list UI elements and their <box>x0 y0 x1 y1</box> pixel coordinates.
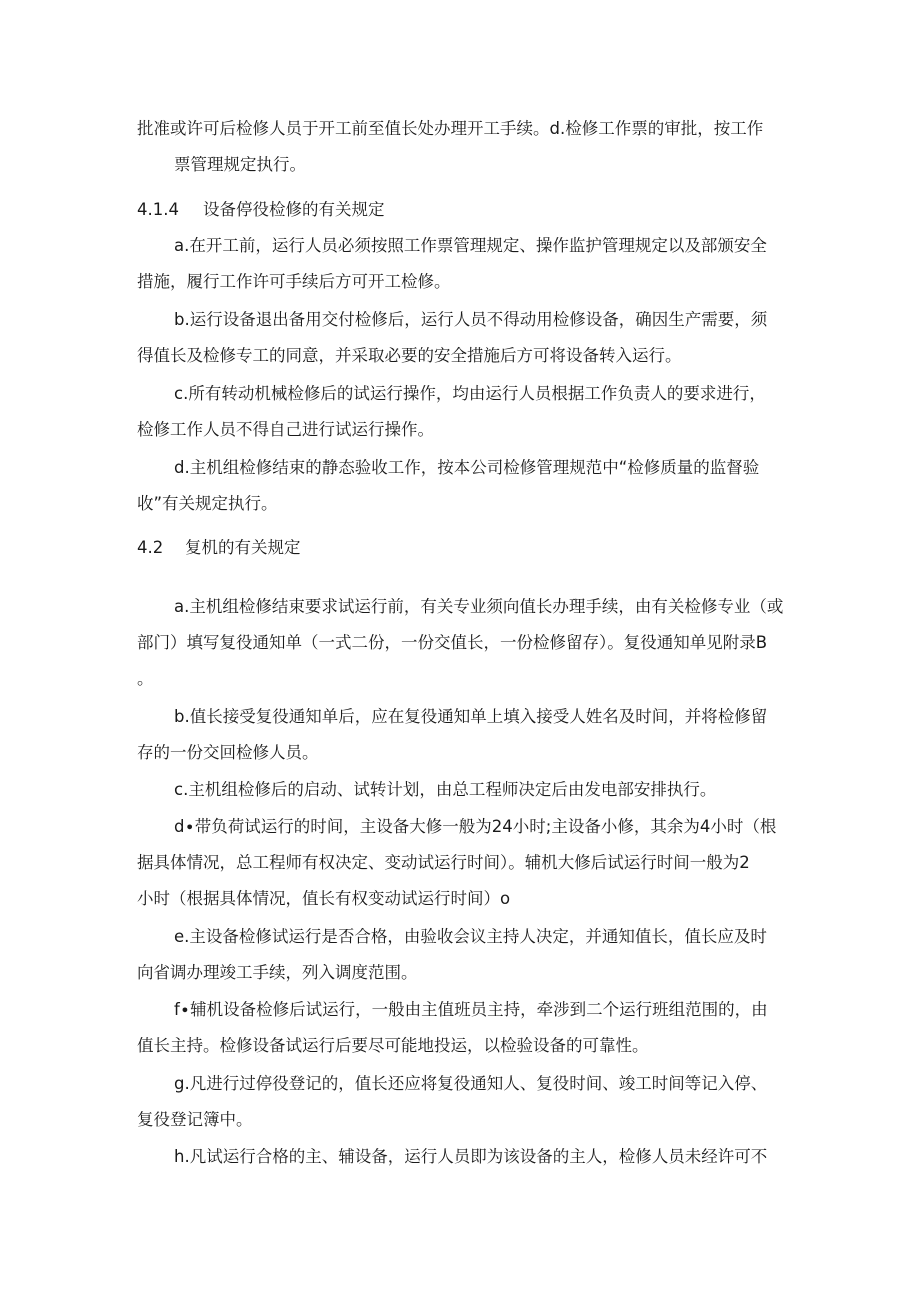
paragraph-line: d.主机组检修结束的静态验收工作，按本公司检修管理规范中“检修质量的监督验 <box>174 458 760 477</box>
paragraph-line: 向省调办理竣工手续，列入调度范围。 <box>137 963 418 982</box>
paragraph-line: 存的一份交回检修人员。 <box>137 743 319 762</box>
paragraph-line: e.主设备检修试运行是否合格，由验收会议主持人决定，并通知值长，值长应及时 <box>174 927 767 946</box>
paragraph-line: 小时（根据具体情况，值长有权变动试运行时间）o <box>137 889 511 908</box>
paragraph-line: 复役登记簿中。 <box>137 1110 253 1129</box>
intro-line-2: 票管理规定执行。 <box>174 155 306 174</box>
paragraph-line: g.凡进行过停役登记的，值长还应将复役通知人、复役时间、竣工时间等记入停、 <box>174 1074 768 1093</box>
paragraph-line: 值长主持。检修设备试运行后要尽可能地投运，以检验设备的可靠性。 <box>137 1036 649 1055</box>
paragraph-line: c.主机组检修后的启动、试转计划，由总工程师决定后由发电部安排执行。 <box>174 780 717 799</box>
section-title-4-2: 复机的有关规定 <box>185 538 301 557</box>
section-number: 4.1.4 <box>137 200 179 219</box>
paragraph-line: 检修工作人员不得自己进行试运行操作。 <box>137 420 434 439</box>
paragraph-line: 部门）填写复役通知单（一式二份，一份交值长，一份检修留存）。复役通知单见附录B <box>137 633 768 652</box>
section-title-4-1-4: 设备停役检修的有关规定 <box>203 200 385 219</box>
paragraph-line: b.值长接受复役通知单后，应在复役通知单上填入接受人姓名及时间，并将检修留 <box>174 707 768 726</box>
paragraph-line: f∙辅机设备检修后试运行，一般由主值班员主持，牵涉到二个运行班组范围的，由 <box>174 1000 768 1019</box>
paragraph-line: b.运行设备退出备用交付检修后，运行人员不得动用检修设备，确因生产需要，须 <box>174 310 768 329</box>
paragraph-line: d∙带负荷试运行的时间，主设备大修一般为24小时;主设备小修，其余为4小时（根 <box>174 817 777 836</box>
paragraph-line: 。 <box>137 669 154 688</box>
paragraph-line: c.所有转动机械检修后的试运行操作，均由运行人员根据工作负责人的要求进行， <box>174 384 766 403</box>
paragraph-line: a.在开工前，运行人员必须按照工作票管理规定、操作监护管理规定以及部颁安全 <box>174 236 767 255</box>
paragraph-line: 收”有关规定执行。 <box>137 494 278 513</box>
paragraph-line: 得值长及检修专工的同意，并采取必要的安全措施后方可将设备转入运行。 <box>137 346 682 365</box>
paragraph-line: 措施，履行工作许可手续后方可开工检修。 <box>137 272 451 291</box>
section-heading-4-1-4 <box>137 200 179 220</box>
paragraph-line: 据具体情况，总工程师有权决定、变动试运行时间）。辅机大修后试运行时间一般为2 <box>137 853 750 872</box>
intro-line-1: 批准或许可后检修人员于开工前至值长处办理开工手续。d.检修工作票的审批，按工作 <box>137 119 764 138</box>
paragraph-line: a.主机组检修结束要求试运行前，有关专业须向值长办理手续，由有关检修专业（或 <box>174 597 784 616</box>
section-number-4-2: 4.2 <box>137 538 164 557</box>
paragraph-line: h.凡试运行合格的主、辅设备，运行人员即为该设备的主人，检修人员未经许可不 <box>174 1147 768 1166</box>
